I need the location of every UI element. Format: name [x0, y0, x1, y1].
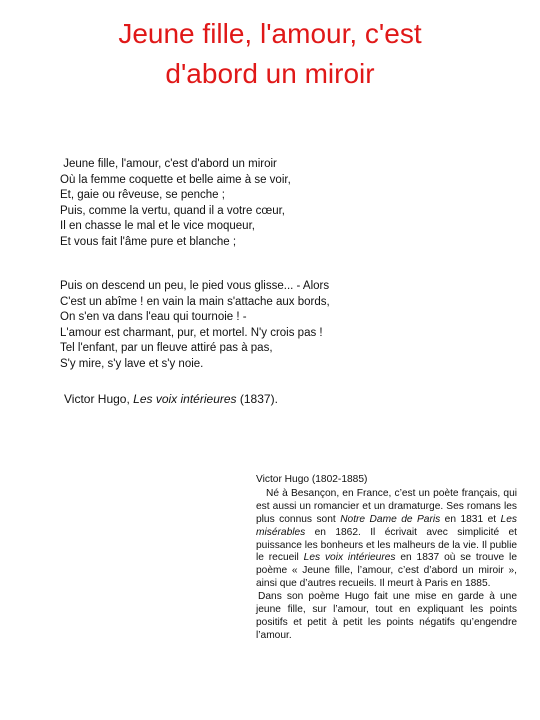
- poem-citation: [64, 391, 278, 407]
- poem-line: Puis, comme la vertu, quand il a votre cœur,: [60, 204, 285, 217]
- page-title-line-1: Jeune fille, l'amour, c'est: [118, 18, 422, 49]
- poem-line: Puis on descend un peu, le pied vous glisse... - Alors: [60, 280, 330, 292]
- author-bio: [256, 474, 517, 643]
- poem-line: Où la femme coquette et belle aime à se voir,: [60, 173, 291, 186]
- bio-text: Né à Besançon, en France, c’est un poète français, qui est aussi un romancier et un dramaturge. Ses romans les plus connus sont: [256, 487, 517, 525]
- bio-text: en 1837 où se trouve le poème « Jeune fille, l’amour, c’est d’abord un miroir », ainsi que d’autres recueils. Il meurt à Paris en 1885.: [256, 552, 517, 590]
- page-title-line-2: d'abord un miroir: [165, 58, 375, 89]
- bio-paragraph-1: [256, 488, 517, 591]
- poem-line: Et, gaie ou rêveuse, se penche ;: [60, 189, 225, 201]
- bio-work-title: Les voix intérieures: [303, 552, 396, 564]
- poem-line: Et vous fait l'âme pure et blanche ;: [60, 235, 237, 248]
- poem-line: L'amour est charmant, pur, et mortel. N'y crois pas !: [60, 326, 323, 339]
- poem-line: C'est un abîme ! en vain la main s'attache aux bords,: [60, 295, 330, 308]
- poem-stanza-1: [60, 157, 500, 250]
- bio-heading: Victor Hugo (1802-1885): [256, 474, 368, 485]
- poem-line: Il en chasse le mal et le vice moqueur,: [60, 220, 255, 232]
- bio-paragraph-2: Dans son poème Hugo fait une mise en garde à une jeune fille, sur l’amour, tout en expliquant les points positifs et petit à petit les points négatifs qu’engendre l’amour.: [256, 591, 517, 641]
- bio-work-title: Les misérables: [256, 513, 517, 538]
- poem-line: S'y mire, s'y lave et s'y noie.: [60, 357, 204, 370]
- poem-line: On s'en va dans l'eau qui tournoie ! -: [60, 311, 247, 323]
- citation-author: Victor Hugo,: [64, 392, 134, 406]
- citation-year: (1837).: [236, 392, 278, 406]
- poem-stanza-2: [60, 279, 500, 372]
- bio-work-title: Notre Dame de Paris: [340, 513, 441, 525]
- poem-line: Jeune fille, l'amour, c'est d'abord un miroir: [60, 158, 277, 170]
- poem-line: Tel l'enfant, par un fleuve attiré pas à pas,: [60, 342, 273, 354]
- bio-text: en 1831 et: [440, 513, 501, 525]
- page-title: [20, 14, 520, 94]
- bio-text: en 1862. Il écrivait avec simplicité et puissance les bonheurs et les malheurs de la vie. Il publie le recueil: [256, 526, 517, 564]
- citation-work-title: Les voix intérieures: [133, 392, 237, 406]
